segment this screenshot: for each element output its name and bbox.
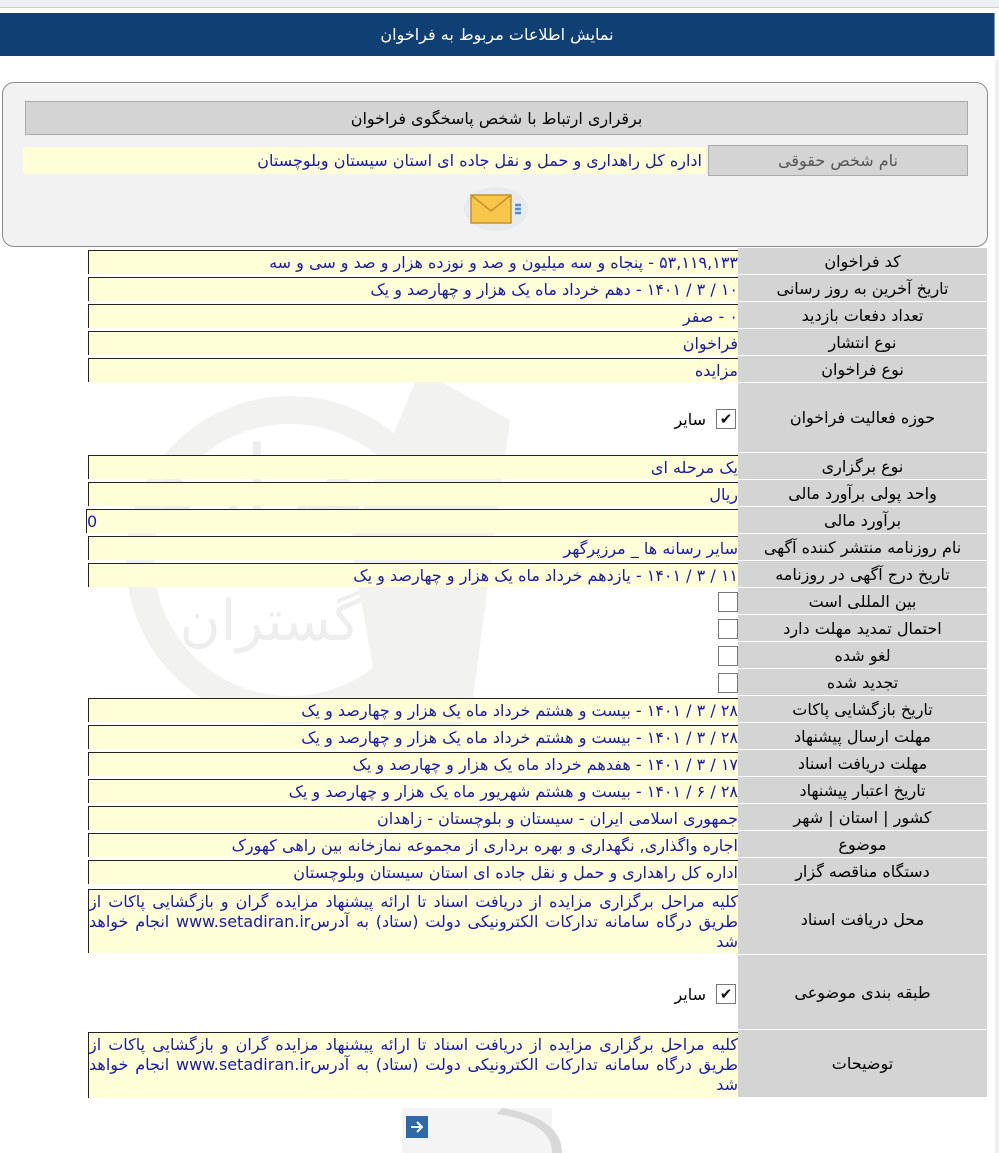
row-publish-type [0,329,999,356]
top-strip [0,0,999,8]
row-organizer [0,858,999,885]
stage-label: نوع برگزاری [738,453,987,480]
code-value: ۵۳,۱۱۹,۱۳۳ - پنجاه و سه میلیون و صد و نوزده هزار و صد و سی و سه [88,250,738,274]
visits-label: تعداد دفعات بازدید [738,302,987,329]
location-value: جمهوری اسلامی ایران - سیستان و بلوچستان - زاهدان [88,806,738,830]
international-label: بین المللی است [738,588,987,615]
visits-value: ۰ - صفر [88,304,738,328]
row-ad-date [0,561,999,588]
cancelled-checkbox[interactable] [718,646,738,666]
opening-value: ۲۸ / ۳ / ۱۴۰۱ - بیست و هشتم خرداد ماه یک هزار و چهارصد و یک [88,698,738,722]
category-label: طبقه بندی موضوعی [738,955,987,1030]
organizer-label: دستگاه مناقصه گزار [738,858,987,885]
call-type-label: نوع فراخوان [738,356,987,383]
contact-panel-title: برقراری ارتباط با شخص پاسخگوی فراخوان [25,101,968,135]
subject-value: اجاره واگذاری, نگهداری و بهره برداری از مجموعه نمازخانه بین راهی کهورک [88,833,738,857]
renewed-label: تجدید شده [738,669,987,696]
submit-deadline-value: ۲۸ / ۳ / ۱۴۰۱ - بیست و هشتم خرداد ماه یک هزار و چهارصد و یک [88,725,738,749]
newspaper-label: نام روزنامه منتشر کننده آگهی [738,534,987,561]
doc-deadline-value: ۱۷ / ۳ / ۱۴۰۱ - هفدهم خرداد ماه یک هزار و چهارصد و یک [88,752,738,776]
ad-date-label: تاریخ درج آگهی در روزنامه [738,561,987,588]
currency-value: ریال [88,482,738,506]
print-icon[interactable] [402,1108,572,1153]
row-estimate [0,507,999,534]
mail-icon[interactable] [464,187,528,231]
activity-value [88,406,738,432]
page-header [0,13,995,56]
subject-label: موضوع [738,831,987,858]
doc-place-label: محل دریافت اسناد [738,885,987,955]
row-location [0,804,999,831]
publish-type-value: فراخوان [88,331,738,355]
renewed-value [88,672,738,694]
watermark-sub: گستران [179,589,361,654]
cancelled-value [88,645,738,667]
extension-checkbox[interactable] [718,619,738,639]
contact-label: نام شخص حقوقی [708,145,968,176]
opening-label: تاریخ بازگشایی پاکات [738,696,987,723]
call-type-value: مزایده [88,358,738,382]
currency-label: واحد پولی برآورد مالی [738,480,987,507]
row-renewed [0,669,999,696]
location-label: کشور | استان | شهر [738,804,987,831]
newspaper-value: سایر رسانه ها _ مرزپرگهر [88,536,738,560]
doc-place-value: کلیه مراحل برگزاری مزایده از دریافت اسناد تا ارائه پیشنهاد مزایده گران و بازگشایی پاکات از طریق درگاه سامانه تدارکات الکترونیکی دولت (ستاد) به آدرسwww.setadiran.ir انجام خواهد شد [88,889,738,953]
last-update-label: تاریخ آخرین به روز رسانی [738,275,987,302]
category-text: سایر [674,984,706,1004]
row-doc-place [0,885,999,955]
renewed-checkbox[interactable] [718,673,738,693]
page-title: نمایش اطلاعات مربوط به فراخوان [380,25,614,44]
row-international [0,588,999,615]
code-label: کد فراخوان [738,248,987,275]
row-code [0,248,999,275]
last-update-value: ۱۰ / ۳ / ۱۴۰۱ - دهم خرداد ماه یک هزار و چهارصد و یک [88,277,738,301]
row-validity [0,777,999,804]
international-checkbox[interactable] [718,592,738,612]
extension-label: احتمال تمدید مهلت دارد [738,615,987,642]
row-stage [0,453,999,480]
description-label: توضیحات [738,1030,987,1098]
row-visits [0,302,999,329]
activity-label: حوزه فعالیت فراخوان [738,383,987,453]
row-description [0,1030,999,1100]
row-currency [0,480,999,507]
contact-panel [2,82,988,247]
row-doc-deadline [0,750,999,777]
row-newspaper [0,534,999,561]
row-subject [0,831,999,858]
description-value: کلیه مراحل برگزاری مزایده از دریافت اسناد تا ارائه پیشنهاد مزایده گران و بازگشایی پاکات از طریق درگاه سامانه تدارکات الکترونیکی دولت (ستاد) به آدرسwww.setadiran.ir انجام خواهد شد [88,1032,738,1098]
activity-text: سایر [674,409,706,429]
international-value [88,591,738,613]
row-cancelled [0,642,999,669]
row-extension [0,615,999,642]
category-checkbox[interactable]: ✔ [716,984,736,1004]
validity-value: ۲۸ / ۶ / ۱۴۰۱ - بیست و هشتم شهریور ماه یک هزار و چهارصد و یک [88,779,738,803]
extension-value [88,618,738,640]
row-last-update [0,275,999,302]
category-value [88,981,738,1007]
contact-value: اداره کل راهداری و حمل و نقل جاده ای استان سیستان وبلوچستان [23,147,706,174]
row-call-type [0,356,999,383]
publish-type-label: نوع انتشار [738,329,987,356]
row-opening [0,696,999,723]
estimate-label: برآورد مالی [738,507,987,534]
estimate-value: 0 [86,509,738,533]
stage-value: یک مرحله ای [88,455,738,479]
row-category [0,955,999,1030]
row-submit-deadline [0,723,999,750]
watermark-brand: هزاره [153,427,367,532]
organizer-value: اداره کل راهداری و حمل و نقل جاده ای استان سیستان وبلوچستان [88,860,738,884]
submit-deadline-label: مهلت ارسال پیشنهاد [738,723,987,750]
cancelled-label: لغو شده [738,642,987,669]
ad-date-value: ۱۱ / ۳ / ۱۴۰۱ - یازدهم خرداد ماه یک هزار و چهارصد و یک [88,563,738,587]
doc-deadline-label: مهلت دریافت اسناد [738,750,987,777]
activity-checkbox[interactable]: ✔ [716,409,736,429]
row-activity [0,383,999,453]
validity-label: تاریخ اعتبار پیشنهاد [738,777,987,804]
